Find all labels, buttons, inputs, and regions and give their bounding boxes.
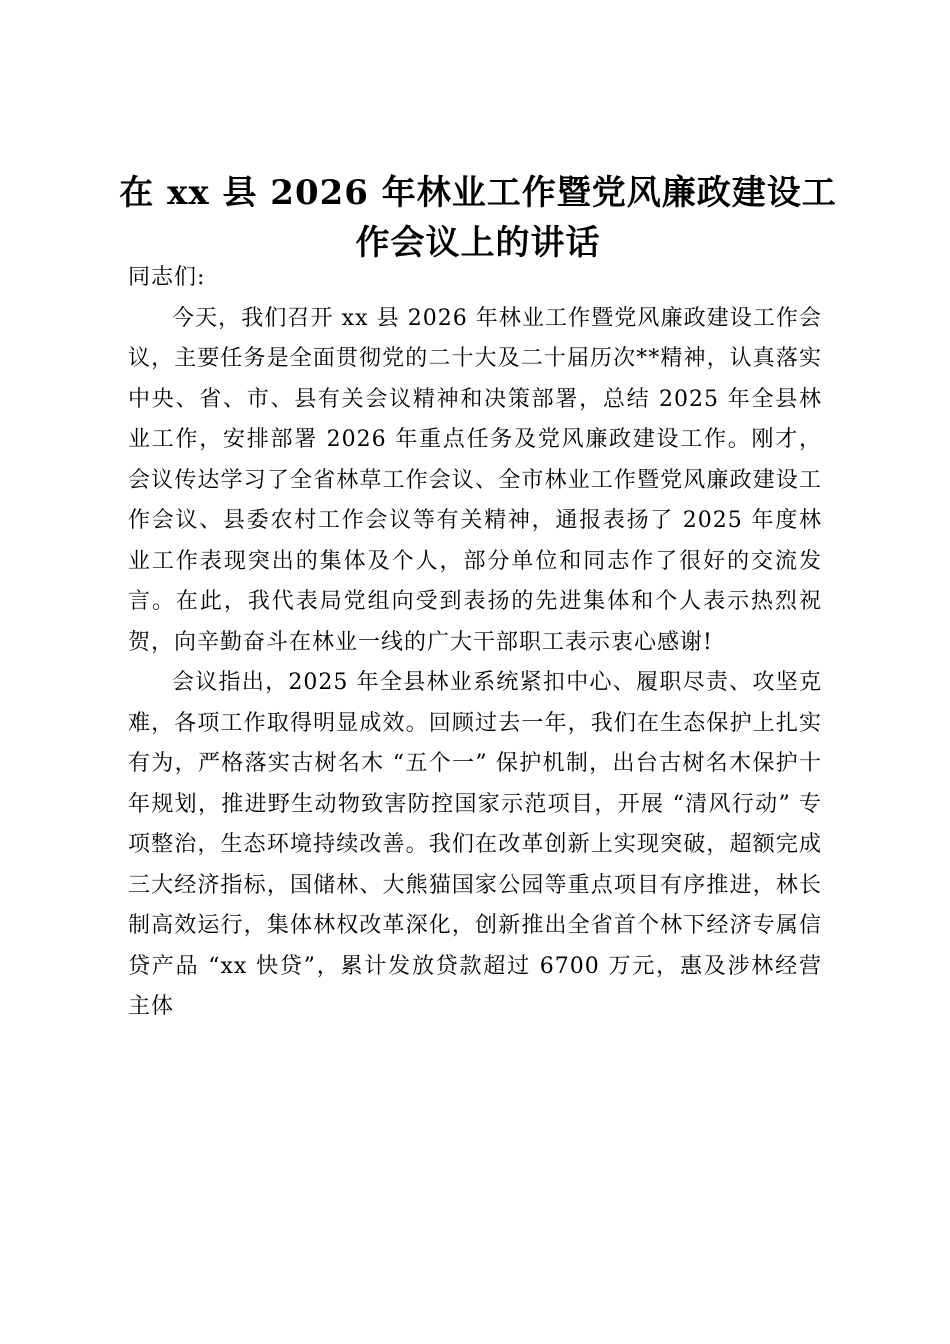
document-title: 在 xx 县 2026 年林业工作暨党风廉政建设工作会议上的讲话	[119, 173, 837, 263]
paragraph-1: 今天，我们召开 xx 县 2026 年林业工作暨党风廉政建设工作会议，主要任务是全面贯彻党的二十大及二十届历次**精神，认真落实中央、省、市、县有关会议精神和决策部署，总结 2025 年全县林业工作，安排部署 2026 年重点任务及党风廉政建设工作。刚才，会议传达学习了全省林草工作会议、全市林业工作暨党风廉政建设工作会议、县委农村工作会议等有关精神，通报表扬了 2025 年度林业工作表现突出的集体及个人，部分单位和同志作了很好的交流发言。在此，我代表局党组向受到表扬的先进集体和个人表示热烈祝贺，向辛勤奋斗在林业一线的广大干部职工表示衷心感谢!	[128, 305, 822, 655]
paragraph-2: 会议指出，2025 年全县林业系统紧扣中心、履职尽责、攻坚克难，各项工作取得明显成效。回顾过去一年，我们在生态保护上扎实有为，严格落实古树名木 “五个一” 保护机制，出台古树名木保护十年规划，推进野生动物致害防控国家示范项目，开展 “清风行动” 专项整治，生态环境持续改善。我们在改革创新上实现突破，超额完成三大经济指标，国储林、大熊猫国家公园等重点项目有序推进，林长制高效运行，集体林权改革深化，创新推出全省首个林下经济专属信贷产品 “xx 快贷”，累计发放贷款超过 6700 万元，惠及涉林经营主体	[128, 670, 822, 1019]
document-body	[128, 258, 822, 1028]
salutation: 同志们:	[128, 265, 206, 290]
